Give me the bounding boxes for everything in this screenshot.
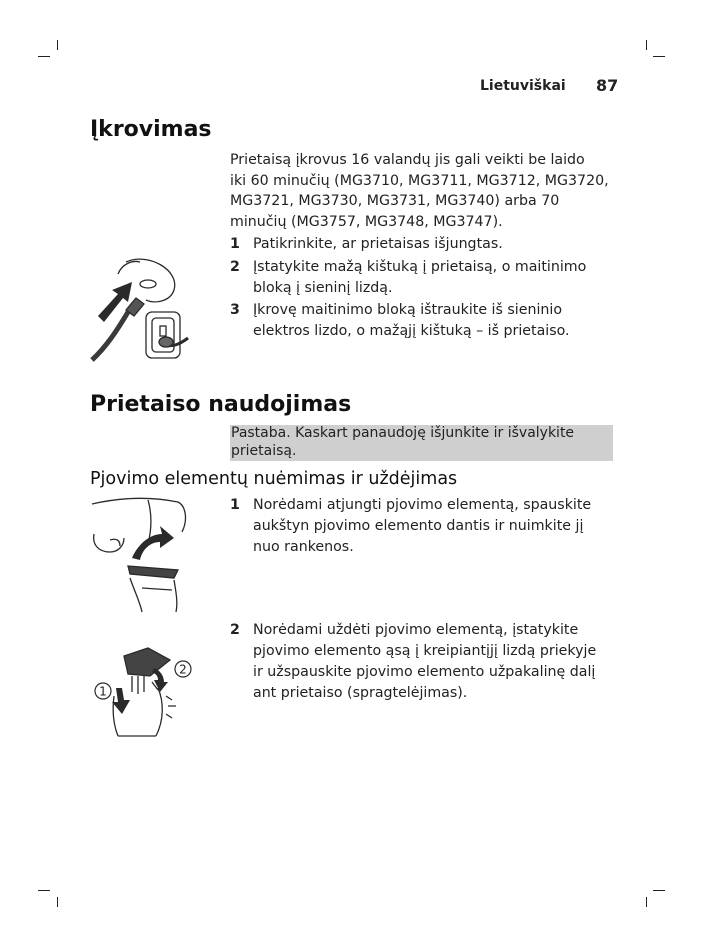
step-line: Patikrinkite, ar prietaisas išjungtas. [253,236,503,252]
step-text [253,300,615,342]
press-arrow-icon [152,668,168,692]
lift-arrow-icon [132,526,174,560]
crop-mark-bl-h [38,890,50,891]
step-line: pjovimo elemento ąsą į kreipiantįjį lizdą priekyje [253,643,597,659]
charging-intro [230,150,620,232]
charging-illustration [88,252,198,372]
step-text [253,495,615,558]
cutting-step-1 [230,495,614,558]
step-number: 1 [230,236,240,252]
crop-mark-tl-h [38,56,50,57]
crop-mark-br-h [653,890,665,891]
callout-label-1: 1 [99,684,107,699]
step-line: ir užspauskite pjovimo elemento užpakalinę dalį [253,664,596,680]
step-number: 1 [230,497,240,513]
attach-cutter-illustration [88,636,198,740]
down-arrow-icon [112,688,130,714]
crop-mark-tr-v [646,40,647,50]
note-line: Pastaba. Kaskart panaudoję išjunkite ir išvalykite [231,425,575,441]
step-line: elektros lizdo, o mažąjį kištuką – iš prietaiso. [253,323,570,339]
note-line: prietaisą. [231,442,297,459]
step-line: Įkrovę maitinimo bloką ištraukite iš sieninio [253,302,563,318]
step-line: ant prietaiso (spragtelėjimas). [253,685,468,701]
charging-intro-line: Prietaisą įkrovus 16 valandų jis gali veikti be laido [230,152,585,168]
charging-step-2 [230,257,614,299]
cutting-step-2 [230,620,614,704]
step-line: Norėdami uždėti pjovimo elementą, įstatykite [253,622,579,638]
section-title-charging: Įkrovimas [90,117,212,142]
step-text [253,620,615,704]
remove-cutter-illustration [88,494,192,612]
crop-mark-tl-v [57,40,58,50]
step-line: bloką į sieninį lizdą. [253,280,393,296]
step-line: Įstatykite mažą kištuką į prietaisą, o maitinimo [253,259,587,275]
charging-intro-line: minučių (MG3757, MG3748, MG3747). [230,213,503,230]
step-line: Norėdami atjungti pjovimo elementą, spauskite [253,497,592,513]
charging-intro-line: MG3721, MG3730, MG3731, MG3740) arba 70 [230,193,560,209]
crop-mark-tr-h [653,56,665,57]
step-number: 2 [230,622,240,638]
section-title-cutting: Pjovimo elementų nuėmimas ir uždėjimas [90,469,458,489]
step-line: aukštyn pjovimo elemento dantis ir nuimkite jį [253,518,584,534]
charging-intro-line: iki 60 minučių (MG3710, MG3711, MG3712, MG3720, [230,172,609,189]
step-line: nuo rankenos. [253,539,354,555]
charging-step-3 [230,300,614,342]
step-text [253,257,615,299]
callout-label-2: 2 [179,662,187,677]
note-box [230,425,613,461]
header-language: Lietuviškai [480,78,566,94]
step-number: 2 [230,259,240,275]
crop-mark-bl-v [57,897,58,907]
step-number: 3 [230,302,240,318]
page-number: 87 [596,76,619,95]
charging-step-1 [230,234,614,255]
crop-mark-br-v [646,897,647,907]
section-title-usage: Prietaiso naudojimas [90,392,352,417]
step-text [253,234,615,255]
